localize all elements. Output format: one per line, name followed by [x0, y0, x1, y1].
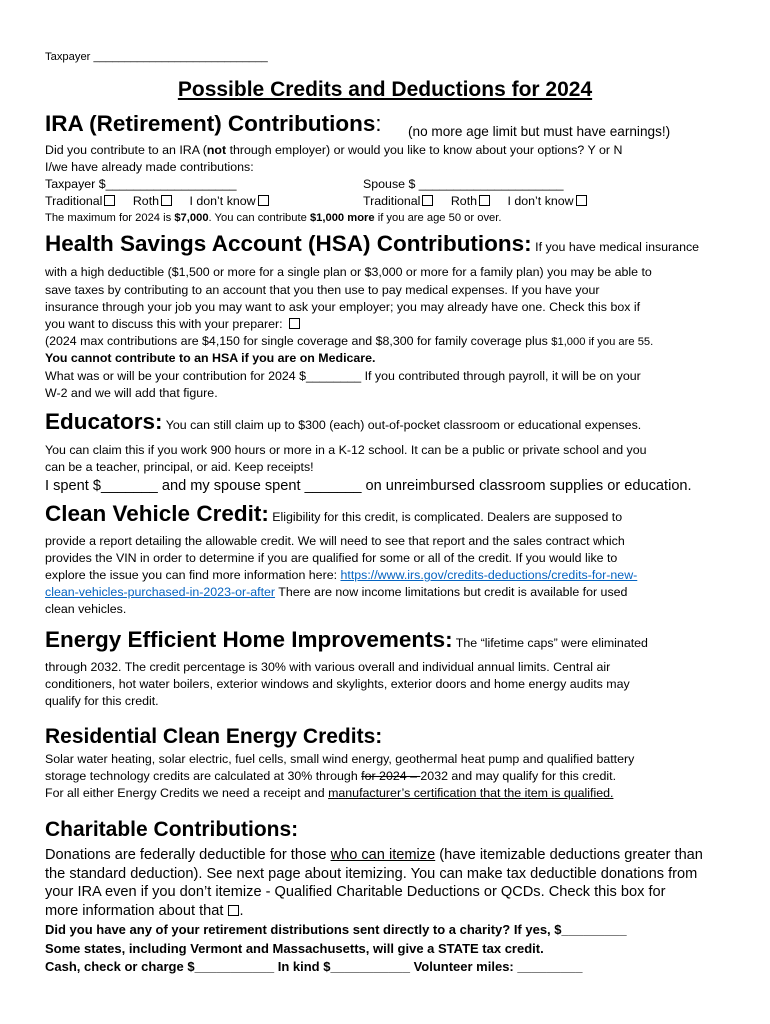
cv-text-3 [45, 568, 637, 583]
ira-sp-traditional-checkbox[interactable] [422, 195, 433, 206]
cv-heading-line [45, 501, 623, 526]
taxpayer-name-line[interactable]: Taxpayer ____________________________ [45, 51, 268, 63]
char-state-credit: Some states, including Vermont and Massachusetts, will give a STATE tax credit. [45, 941, 544, 956]
ira-taxpayer-options [45, 194, 269, 209]
ira-max-a: The maximum for 2024 is [45, 212, 175, 224]
hsa-medicare-warning: You cannot contribute to an HSA if you are on Medicare. [45, 351, 376, 365]
ira-tp-dontknow-label: I don’t know [189, 194, 256, 208]
char-qcd-label: more information about that [45, 903, 224, 919]
ira-tp-traditional-label: Traditional [45, 194, 103, 208]
eehi-heading-tail: The “lifetime caps” were eliminated [452, 636, 648, 650]
edu-spent-amounts[interactable]: I spent $_______ and my spouse spent _______ on unreimbursed classroom supplies or education. [45, 478, 692, 494]
hsa-max-a: (2024 max contributions are $4,150 for single coverage and $8,300 for family coverage plus [45, 334, 552, 348]
ira-sp-roth-label: Roth [450, 194, 478, 208]
ira-max-d: $1,000 more [309, 212, 375, 224]
eehi-text-2: conditioners, hot water boilers, exterior windows and skylights, exterior doors and home energy audits may [45, 677, 630, 691]
ira-heading-colon: : [375, 111, 382, 136]
ira-sp-roth-checkbox[interactable] [479, 195, 490, 206]
page-title: Possible Credits and Deductions for 2024 [177, 78, 593, 101]
char-text-2: the standard deduction). See next page about itemizing. You can make tax deductible donations from [45, 866, 698, 882]
eehi-text-1: through 2032. The credit percentage is 30% with various overall and individual annual limits. Central air [45, 660, 611, 674]
edu-heading-tail: You can still claim up to $300 (each) out-of-pocket classroom or educational expenses. [162, 418, 642, 432]
rce-text-3 [45, 786, 613, 801]
cv-text-1: provide a report detailing the allowable credit. We will need to see that report and the sales contract which [45, 534, 625, 548]
ira-max-c: . You can contribute [208, 212, 310, 224]
char-text-3: your IRA even if you don’t itemize - Qualified Charitable Deductions or QCDs. Check this box for [45, 884, 666, 900]
char-text-1a: Donations are federally deductible for those [45, 847, 331, 863]
ira-heading-line [45, 111, 382, 136]
cv-text-5: clean vehicles. [45, 602, 127, 616]
edu-heading: Educators: [45, 409, 163, 434]
hsa-heading: Health Savings Account (HSA) Contributions: [45, 231, 532, 256]
hsa-text-5 [45, 334, 653, 350]
hsa-text-1: with a high deductible ($1,500 or more for a single plan or $3,000 or more for a family plan) you may be able to [45, 265, 652, 279]
ira-heading: IRA (Retirement) Contributions [45, 111, 376, 136]
ira-spouse-amount[interactable]: Spouse $ _____________________ [363, 177, 564, 191]
edu-heading-line [45, 409, 642, 434]
ira-sp-dontknow-checkbox[interactable] [576, 195, 587, 206]
char-amounts[interactable]: Cash, check or charge $___________ In kind $___________ Volunteer miles: _________ [45, 959, 583, 974]
ira-taxpayer-amount[interactable]: Taxpayer $___________________ [45, 177, 237, 191]
hsa-discuss-label: you want to discuss this with your preparer: [45, 317, 283, 331]
char-qcd-checkbox[interactable] [228, 905, 239, 916]
cv-irs-link-cont[interactable]: clean-vehicles-purchased-in-2023-or-after [45, 585, 276, 599]
char-text-1c: (have itemizable deductions greater than [435, 847, 703, 863]
ira-sp-dontknow-label: I don’t know [507, 194, 574, 208]
hsa-contribution-amount[interactable]: What was or will be your contribution for 2024 $________ If you contributed through payroll, it will be on your [45, 369, 641, 383]
hsa-heading-line [45, 231, 700, 256]
cv-heading-tail: Eligibility for this credit, is complicated. Dealers are supposed to [268, 510, 623, 524]
ira-question [45, 143, 622, 158]
ira-q-b: through employer) or would you like to know about your options? Y or N [226, 143, 623, 157]
cv-text-2: provides the VIN in order to determine if you are qualified for some or all of the credit. If you would like to [45, 551, 618, 565]
char-distributions[interactable]: Did you have any of your retirement distributions sent directly to a charity? If yes, $_________ [45, 922, 627, 937]
char-text-1 [45, 846, 703, 864]
ira-tp-roth-checkbox[interactable] [161, 195, 172, 206]
eehi-heading-line [45, 627, 648, 652]
ira-spouse-options [363, 194, 587, 209]
hsa-text-3: insurance through your job you may want to ask your employer; you may already have one. Check this box if [45, 300, 641, 314]
hsa-text-8: W-2 and we will add that figure. [45, 386, 218, 400]
hsa-discuss-checkbox[interactable] [289, 318, 300, 329]
rce-text-3a: For all either Energy Credits we need a receipt and [45, 786, 329, 800]
char-qcd-period: . [239, 903, 244, 919]
rce-text-3b: manufacturer’s certification that the item is qualified. [328, 786, 614, 800]
eehi-heading: Energy Efficient Home Improvements: [45, 627, 453, 652]
edu-text-2: can be a teacher, principal, or aid. Keep receipts! [45, 460, 314, 474]
ira-maximum [45, 211, 502, 226]
ira-tp-roth-label: Roth [132, 194, 160, 208]
eehi-text-3: qualify for this credit. [45, 694, 159, 708]
char-text-4 [45, 902, 244, 920]
hsa-text-2: save taxes by contributing to an account that you then use to pay medical expenses. If you have your [45, 283, 600, 297]
ira-sp-traditional-label: Traditional [363, 194, 421, 208]
cv-irs-link[interactable]: https://www.irs.gov/credits-deductions/credits-for-new- [340, 568, 638, 582]
edu-text-1: You can claim this if you work 900 hours or more in a K-12 school. It can be a public or private school and you [45, 443, 647, 457]
hsa-max-b: $1,000 if you are 55. [551, 336, 654, 348]
ira-q-a: Did you contribute to an IRA ( [45, 143, 207, 157]
rce-text-1: Solar water heating, solar electric, fuel cells, small wind energy, geothermal heat pump and qualified battery [45, 752, 635, 766]
hsa-text-4 [45, 317, 300, 332]
cv-text-4b: There are now income limitations but credit is available for used [275, 585, 628, 599]
char-heading: Charitable Contributions: [45, 818, 299, 841]
rce-text-2a: storage technology credits are calculated at 30% through [45, 769, 362, 783]
cv-text-3a: explore the issue you can find more information here: [45, 568, 341, 582]
ira-max-b: $7,000 [174, 212, 209, 224]
rce-text-2 [45, 769, 616, 784]
ira-q-not: not [206, 143, 227, 157]
ira-note: (no more age limit but must have earnings!) [408, 124, 671, 139]
rce-text-2c: 2032 and may qualify for this credit. [420, 769, 617, 783]
ira-max-e: if you are age 50 or over. [374, 212, 502, 224]
ira-already-made: I/we have already made contributions: [45, 160, 254, 174]
ira-tp-dontknow-checkbox[interactable] [258, 195, 269, 206]
char-text-1b: who can itemize [330, 847, 436, 863]
rce-text-2-struck: for 2024 – [361, 769, 421, 783]
rce-heading: Residential Clean Energy Credits: [45, 725, 383, 748]
ira-tp-traditional-checkbox[interactable] [104, 195, 115, 206]
hsa-heading-tail: If you have medical insurance [531, 240, 700, 254]
cv-text-4 [45, 585, 627, 600]
cv-heading: Clean Vehicle Credit: [45, 501, 269, 526]
